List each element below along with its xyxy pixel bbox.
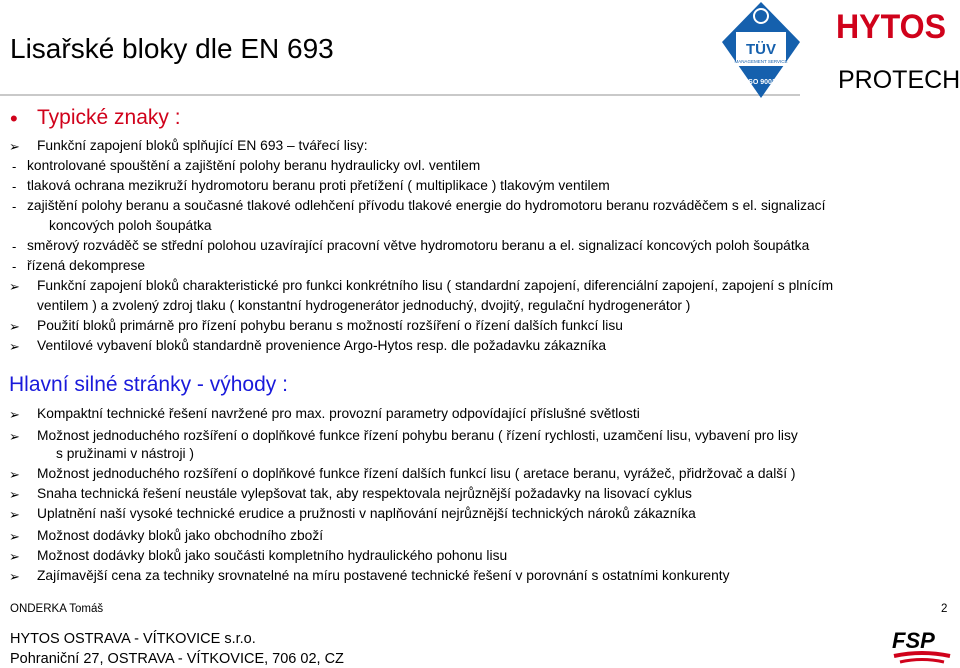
list-item: kontrolované spouštění a zajištění polohy beranu hydraulicky ovl. ventilem xyxy=(27,158,481,173)
list-item: Možnost dodávky bloků jako součásti kompletního hydraulického pohonu lisu xyxy=(37,548,508,563)
list-item: Zajímavější cena za techniky srovnatelné na míru postavené technické řešení v porovnání s ostatními konkurenty xyxy=(37,568,730,583)
hytos-logo xyxy=(836,6,948,46)
section-title-strengths: Hlavní silné stránky - výhody : xyxy=(9,373,288,396)
company-name: HYTOS OSTRAVA - VÍTKOVICE s.r.o. xyxy=(10,631,256,647)
arrow-bullet-icon: ➢ xyxy=(9,407,20,422)
footer-author: ONDERKA Tomáš xyxy=(10,603,104,615)
list-item: ventilem ) a zvolený zdroj tlaku ( konstantní hydrogenerátor jednoduchý, dvojitý, regulační hydrogenerátor ) xyxy=(37,298,691,313)
arrow-bullet-icon: ➢ xyxy=(9,569,20,584)
list-item: Uplatnění naší vysoké technické erudice a pružnosti v naplňování nejrůznější technických nároků zákazníka xyxy=(37,506,696,521)
list-item: Ventilové vybavení bloků standardně provenience Argo-Hytos resp. dle požadavku zákazníka xyxy=(37,338,607,353)
hytos-text: HYTOS xyxy=(836,8,946,46)
dash-marker: - xyxy=(12,159,17,174)
dash-marker: - xyxy=(12,259,17,274)
protech-label: PROTECH xyxy=(838,66,960,94)
arrow-bullet-icon: ➢ xyxy=(9,139,20,154)
list-item: Funkční zapojení bloků splňující EN 693 – tvářecí lisy: xyxy=(37,138,368,153)
section-title-typical-features: Typické znaky : xyxy=(37,106,181,129)
fsp-logo xyxy=(890,626,954,666)
list-item: řízená dekomprese xyxy=(27,258,146,273)
arrow-bullet-icon: ➢ xyxy=(9,279,20,294)
arrow-bullet-icon: ➢ xyxy=(9,467,20,482)
list-item: Snaha technická řešení neustále vylepšovat tak, aby respektovala nejrůznější požadavky na lisovací cyklus xyxy=(37,486,692,501)
tuv-text: TÜV xyxy=(746,41,776,58)
arrow-bullet-icon: ➢ xyxy=(9,529,20,544)
company-address: Pohraniční 27, OSTRAVA - VÍTKOVICE, 706 02, CZ xyxy=(10,651,344,667)
section-bullet-icon: • xyxy=(10,106,18,131)
dash-marker: - xyxy=(12,239,17,254)
list-item: Kompaktní technické řešení navržené pro max. provozní parametry odpovídající příslušné světlosti xyxy=(37,406,640,421)
tuv-certificate-logo xyxy=(722,2,800,98)
list-item: Použití bloků primárně pro řízení pohybu beranu s možností rozšíření o řízení dalších funkcí lisu xyxy=(37,318,623,333)
list-item: Možnost jednoduchého rozšíření o doplňkové funkce řízení dalších funkcí lisu ( aretace beranu, vyrážeč, přidržovač a další ) xyxy=(37,466,796,481)
list-item: tlaková ochrana mezikruží hydromotoru beranu proti přetížení ( multiplikace ) tlakovým ventilem xyxy=(27,178,610,193)
list-item: směrový rozváděč se střední polohou uzavírající pracovní větve hydromotoru beranu a el. signalizací koncových poloh šoupátka xyxy=(27,238,810,253)
dash-marker: - xyxy=(12,179,17,194)
arrow-bullet-icon: ➢ xyxy=(9,429,20,444)
arrow-bullet-icon: ➢ xyxy=(9,319,20,334)
page-title: Lisařské bloky dle EN 693 xyxy=(10,33,334,64)
tuv-subtext: MANAGEMENT SERVICE xyxy=(734,59,788,64)
list-item: Možnost jednoduchého rozšíření o doplňkové funkce řízení pohybu beranu ( řízení rychlosti, uzamčení lisu, vybavení pro lisy xyxy=(37,428,798,443)
list-item: zajištění polohy beranu a současné tlakové odlehčení přívodu tlakové energie do hydromotoru beranu rozváděčem s el. signalizací xyxy=(27,198,826,213)
arrow-bullet-icon: ➢ xyxy=(9,549,20,564)
dash-marker: - xyxy=(12,199,17,214)
arrow-bullet-icon: ➢ xyxy=(9,507,20,522)
header-divider xyxy=(0,94,800,96)
list-item: Funkční zapojení bloků charakteristické pro funkci konkrétního lisu ( standardní zapojení, diferenciální zapojení, zapojení s plnícím xyxy=(37,278,834,293)
arrow-bullet-icon: ➢ xyxy=(9,487,20,502)
iso-text: ISO 9001 xyxy=(746,79,776,86)
page-number: 2 xyxy=(941,603,948,615)
list-item: Možnost dodávky bloků jako obchodního zboží xyxy=(37,528,324,543)
arrow-bullet-icon: ➢ xyxy=(9,339,20,354)
list-item: s pružinami v nástroji ) xyxy=(56,446,195,461)
fsp-text: FSP xyxy=(892,628,935,653)
list-item: koncových poloh šoupátka xyxy=(49,218,212,233)
